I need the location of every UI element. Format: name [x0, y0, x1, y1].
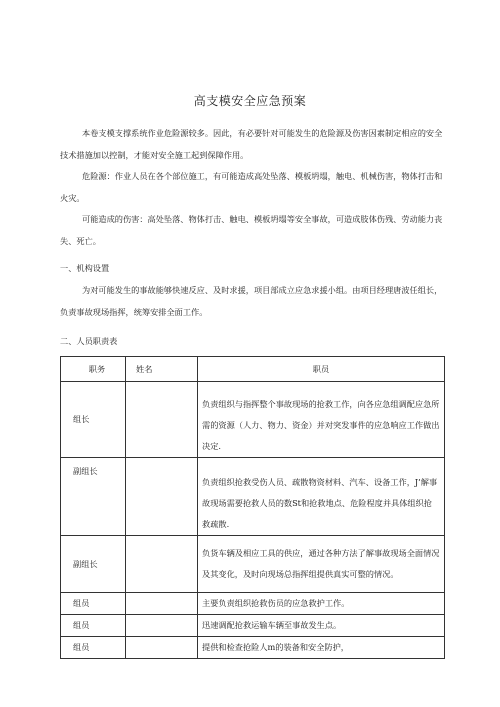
row-name [126, 593, 198, 615]
intro-paragraph: 本卷支模支撑系统作业危险源较多。因此，有必要针对可能发生的危险源及伤害因素制定相应的安全技术措施加以控制，才能对安全施工起到保障作用。 [60, 128, 443, 160]
header-role: 职务 [61, 357, 126, 382]
table-row [61, 458, 445, 536]
section-2-heading: 二、人员职责表 [60, 336, 118, 346]
header-name: 姓名 [126, 357, 198, 382]
row-name [126, 458, 198, 536]
row-duty: 提供和检查抢险人m的装备和安全防护， [198, 637, 445, 659]
row-duty: 迅速调配抢救运输车辆至事故发生点。 [198, 615, 445, 637]
row-role: 组长 [61, 382, 126, 458]
document-title: 高支模安全应急预案 [193, 94, 307, 108]
table-row [61, 536, 445, 593]
row-duty: 负责组织与指挥整个事故现场的抢救工作，向各应急组调配应急所需的资源（人力、物力、资金）并对突发事件的应急响应工作做出决定. [198, 382, 445, 458]
row-duty: 主要负责组织抢救伤员的应急救护工作。 [198, 593, 445, 615]
table-row [61, 615, 445, 637]
row-role: 副组长 [61, 458, 126, 536]
table-row [61, 593, 445, 615]
table-row [61, 382, 445, 458]
row-duty: 负责组织抢救受伤人员、疏散物资材料、汽车、设备工作，J’解事故现场需要抢救人员的数St和抢救地点、危险程度并具体组织抢救疏散. [198, 458, 445, 536]
table-header-row [61, 357, 445, 382]
row-role: 组员 [61, 615, 126, 637]
header-duty: 职员 [198, 357, 445, 382]
row-name [126, 637, 198, 659]
row-role: 副组长 [61, 536, 126, 593]
duty-table [60, 356, 445, 659]
row-role: 组员 [61, 593, 126, 615]
section-1-body: 为对可能发生的事故能够快速反应、及时求援，项目部成立应急求援小组。由项目经理唐波任组长，负责事故现场指挥，统筹安排全面工作。 [60, 285, 443, 317]
row-role: 组员 [61, 637, 126, 659]
row-name [126, 382, 198, 458]
harm-paragraph: 可能造成的伤害：高处坠落、物体打击、触电、模板坍塌等安全事故，可造成肢体伤残、劳动能力丧失、死亡。 [60, 214, 443, 246]
row-name [126, 536, 198, 593]
table-row [61, 637, 445, 659]
row-name [126, 615, 198, 637]
row-duty: 负货车辆及相应工具的供应，通过各种方法了解事故现场全面情况及其变化，及时向现场总指挥组提供真实可整的情况。 [198, 536, 445, 593]
hazard-paragraph: 危险源：作业人员在各个部位施工，有可能造成高处坠落、模板坍塌，触电、机械伤害，物体打击和火灾。 [60, 171, 443, 203]
section-1-heading: 一、机构设置 [60, 263, 110, 273]
